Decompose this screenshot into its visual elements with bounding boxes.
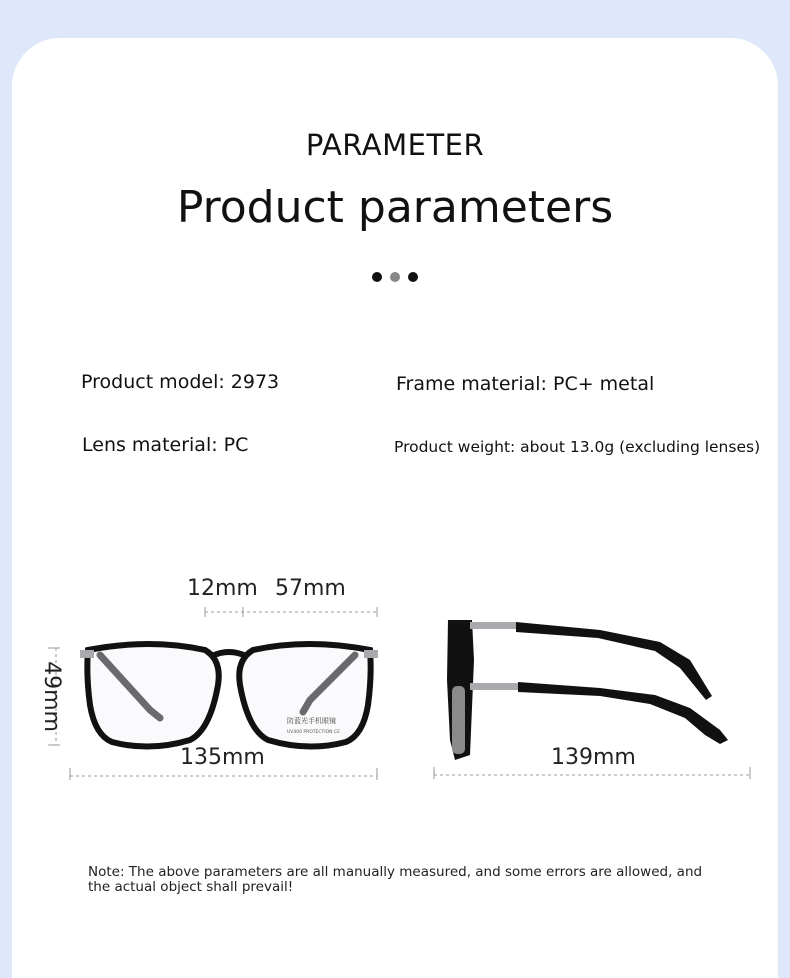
temple-length-dimension: 139mm: [551, 745, 636, 770]
section-eyebrow: PARAMETER: [305, 128, 485, 162]
frame-material: Frame material: PC+ metal: [396, 373, 655, 395]
dot-2: [390, 272, 400, 282]
nose-pad: [452, 686, 465, 754]
measurement-note: Note: The above parameters are all manually measured, and some errors are allowed, and the actual object shall prevail!: [88, 864, 703, 895]
lower-temple: [518, 682, 728, 744]
left-lens-rim: [87, 644, 218, 747]
left-hinge: [80, 650, 94, 658]
lens-print-line1: 防蓝光手机眼镜: [287, 717, 336, 725]
product-model: Product model: 2973: [81, 371, 280, 393]
lens-height-dimension: 49mm: [38, 661, 64, 732]
lens-print-line2: UV400 PROTECTION CE: [287, 730, 340, 735]
glasses-side-view: [400, 600, 790, 800]
decorative-dots: [372, 272, 422, 282]
content-card: [12, 38, 778, 978]
lower-temple-metal: [470, 683, 520, 690]
upper-temple-metal: [470, 622, 518, 629]
page-title: Product parameters: [176, 182, 614, 233]
frame-width-dimension: 135mm: [180, 745, 265, 770]
dot-3: [408, 272, 418, 282]
right-hinge: [364, 650, 378, 658]
nose-bridge: [212, 652, 246, 656]
product-weight: Product weight: about 13.0g (excluding lenses): [394, 438, 761, 456]
lens-material: Lens material: PC: [82, 434, 249, 456]
lens-width-dimension: 57mm: [275, 576, 346, 601]
dot-1: [372, 272, 382, 282]
bridge-dimension: 12mm: [187, 576, 258, 601]
